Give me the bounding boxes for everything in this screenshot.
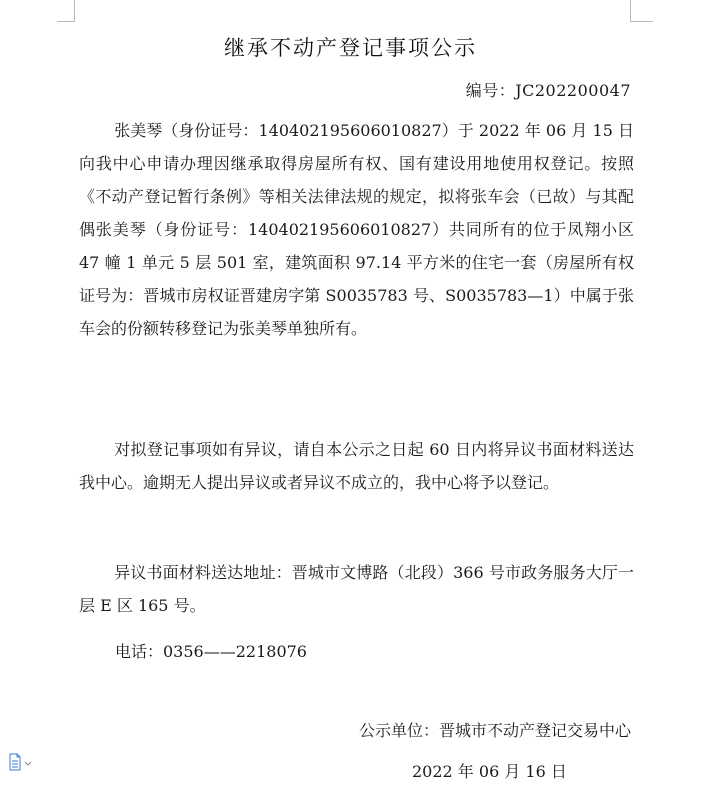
paragraph-objection: 对拟登记事项如有异议，请自本公示之日起 60 日内将异议书面材料送达我中心。逾期无人提出异议或者异议不成立的，我中心将予以登记。 [79,440,634,492]
issue-date: 2022 年 06 月 16 日 [412,762,567,781]
document-icon[interactable] [8,753,36,771]
page-title: 继承不动产登记事项公示 [224,36,477,60]
document-number: 编号：JC202200047 [465,81,631,100]
crop-mark-top-left [57,0,75,22]
paragraph-address: 异议书面材料送达地址：晋城市文博路（北段）366 号市政务服务大厅一层 E 区 165 号。 [79,563,634,615]
contact-phone: 电话：0356——2218076 [115,642,307,661]
issuing-unit: 公示单位：晋城市不动产登记交易中心 [358,721,631,740]
crop-mark-top-right [630,0,653,22]
paragraph-notice: 张美琴（身份证号：140402195606010827）于 2022 年 06 月 15 日向我中心申请办理因继承取得房屋所有权、国有建设用地使用权登记。按照《不动产登记暂行条例》等相关法律法规的规定，拟将张车会（已故）与其配偶张美琴（身份证号：140402195606010827）共同所有的位于凤翔小区 47 幢 1 单元 5 层 501 室，建筑面积 97.14 平方米的住宅一套（房屋所有权证号为：晋城市房权证晋建房字第 S0035783 号、S0035783—1）中属于张车会的份额转移登记为张美琴单独所有。 [79,121,634,338]
